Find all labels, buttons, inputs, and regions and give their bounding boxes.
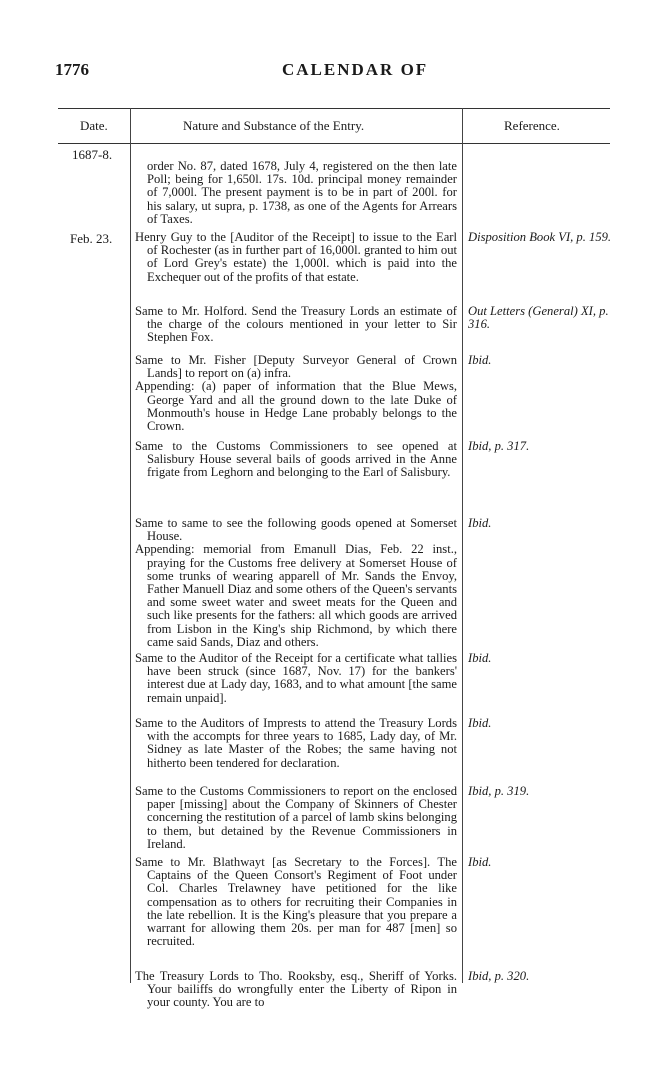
entry-reference: Ibid. bbox=[468, 855, 492, 869]
entry-nature: Same to Mr. Blathwayt [as Secretary to the Forces]. The Captains of the Queen Consort's Regiment of Foot under Col. Charles Trelawney have petitioned for the like compensation as to others for recruiting their Companies in the late rebellion. It is the King's pleasure that you prepare a warrant for allowing them 20s. per man for 487 [men] so recruited. bbox=[135, 855, 457, 949]
entry-reference: Ibid. bbox=[468, 516, 492, 530]
entry-appending: Appending: (a) paper of information that the Blue Mews, George Yard and all the ground down to the late Duke of Monmouth's house in Hedge Lane probably belongs to the Crown. bbox=[135, 379, 457, 434]
entry-nature: The Treasury Lords to Tho. Rooksby, esq., Sheriff of Yorks. Your bailiffs do wrongfully enter the Liberty of Ripon in your county. You are to bbox=[135, 969, 457, 1010]
entry-nature: Same to Mr. Fisher [Deputy Surveyor General of Crown Lands] to report on (a) infra. Appending: (a) paper of information that the Blue Mews, George Yard and all the ground down to the late Duke of Monmouth's house in Hedge Lane probably belongs to the Crown. bbox=[135, 353, 457, 434]
entry-nature: Same to the Customs Commissioners to report on the enclosed paper [missing] about the Company of Skinners of Chester concerning the restitution of a parcel of lamb skins belonging to them, but detained by the Revenue Commissioners in Ireland. bbox=[135, 784, 457, 851]
page-number: 1776 bbox=[55, 60, 89, 79]
entry-reference: Ibid, p. 319. bbox=[468, 784, 530, 798]
entry-nature: Same to the Customs Commissioners to see opened at Salisbury House several bails of goods arrived in the Anne frigate from Leghorn and belonging to the Earl of Salisbury. bbox=[135, 439, 457, 480]
entry-reference: Ibid, p. 320. bbox=[468, 969, 530, 983]
year-label: 1687-8. bbox=[72, 147, 113, 162]
entry-reference: Disposition Book VI, p. 159. bbox=[468, 230, 612, 244]
column-head-date: Date. bbox=[80, 118, 108, 133]
entry-nature: Same to same to see the following goods opened at Somerset House. Appending: memorial from Emanull Dias, Feb. 22 inst., praying for the Customs free delivery at Somerset House of some trunks of wearing apparell of Mr. Sands the Envoy, Father Manuell Diaz and some others of the Queen's servants and some sweet water and sweet meats for the Queen and such like presents for the fathers: all which goods are arrived from Lisbon in the King's ship Richmond, by which there came said Sands, Diaz and others. bbox=[135, 516, 457, 649]
entry-reference: Out Letters (General) XI, p. 316. bbox=[468, 304, 609, 332]
entry-appending: Appending: memorial from Emanull Dias, Feb. 22 inst., praying for the Customs free delivery at Somerset House of some trunks of wearing apparell of Mr. Sands the Envoy, Father Manuell Diaz and some others of the Queen's servants and some sweet water and sweet meats for the Queen and such like presents for the fathers: all which goods are arrived from Lisbon in the King's ship Richmond, by which there came said Sands, Diaz and others. bbox=[135, 542, 457, 649]
entry-nature: Same to Mr. Holford. Send the Treasury Lords an estimate of the charge of the colours mentioned in your letter to Sir Stephen Fox. bbox=[135, 304, 457, 345]
header-bottom-rule bbox=[58, 143, 610, 144]
entry-date: Feb. 23. bbox=[70, 231, 113, 246]
entry-reference: Ibid, p. 317. bbox=[468, 439, 530, 453]
entry-nature: Same to the Auditors of Imprests to attend the Treasury Lords with the accompts for three years to 1685, Lady day, of Mr. Sidney as late Master of the Robes; the same having not hitherto been tendered for declaration. bbox=[135, 716, 457, 770]
column-divider-right bbox=[462, 108, 463, 983]
entry-nature: Same to the Auditor of the Receipt for a certificate what tallies have been struck (since 1687, Nov. 17) for the bankers' interest due at Lady day, 1683, and to what amount [the same remain unpaid]. bbox=[135, 651, 457, 705]
entry-reference: Ibid. bbox=[468, 716, 492, 730]
column-head-reference: Reference. bbox=[504, 118, 560, 133]
header-top-rule bbox=[58, 108, 610, 109]
running-head: CALENDAR OF bbox=[282, 60, 429, 79]
entry-nature: Henry Guy to the [Auditor of the Receipt] to issue to the Earl of Rochester (as in further part of 16,000l. granted to him out of Lord Grey's estate) the 1,000l. which is paid into the Exchequer out of the profits of that estate. bbox=[135, 230, 457, 284]
column-head-nature: Nature and Substance of the Entry. bbox=[183, 118, 365, 133]
entry-reference: Ibid. bbox=[468, 353, 492, 367]
entry-reference: Ibid. bbox=[468, 651, 492, 665]
entry-nature: order No. 87, dated 1678, July 4, registered on the then late Poll; being for 1,650l. 17s. 10d. principal money remainder of 7,000l. The present payment is to be in part of 200l. for his salary, ut supra, p. 1738, as one of the Agents for Arrears of Taxes. bbox=[147, 159, 457, 226]
